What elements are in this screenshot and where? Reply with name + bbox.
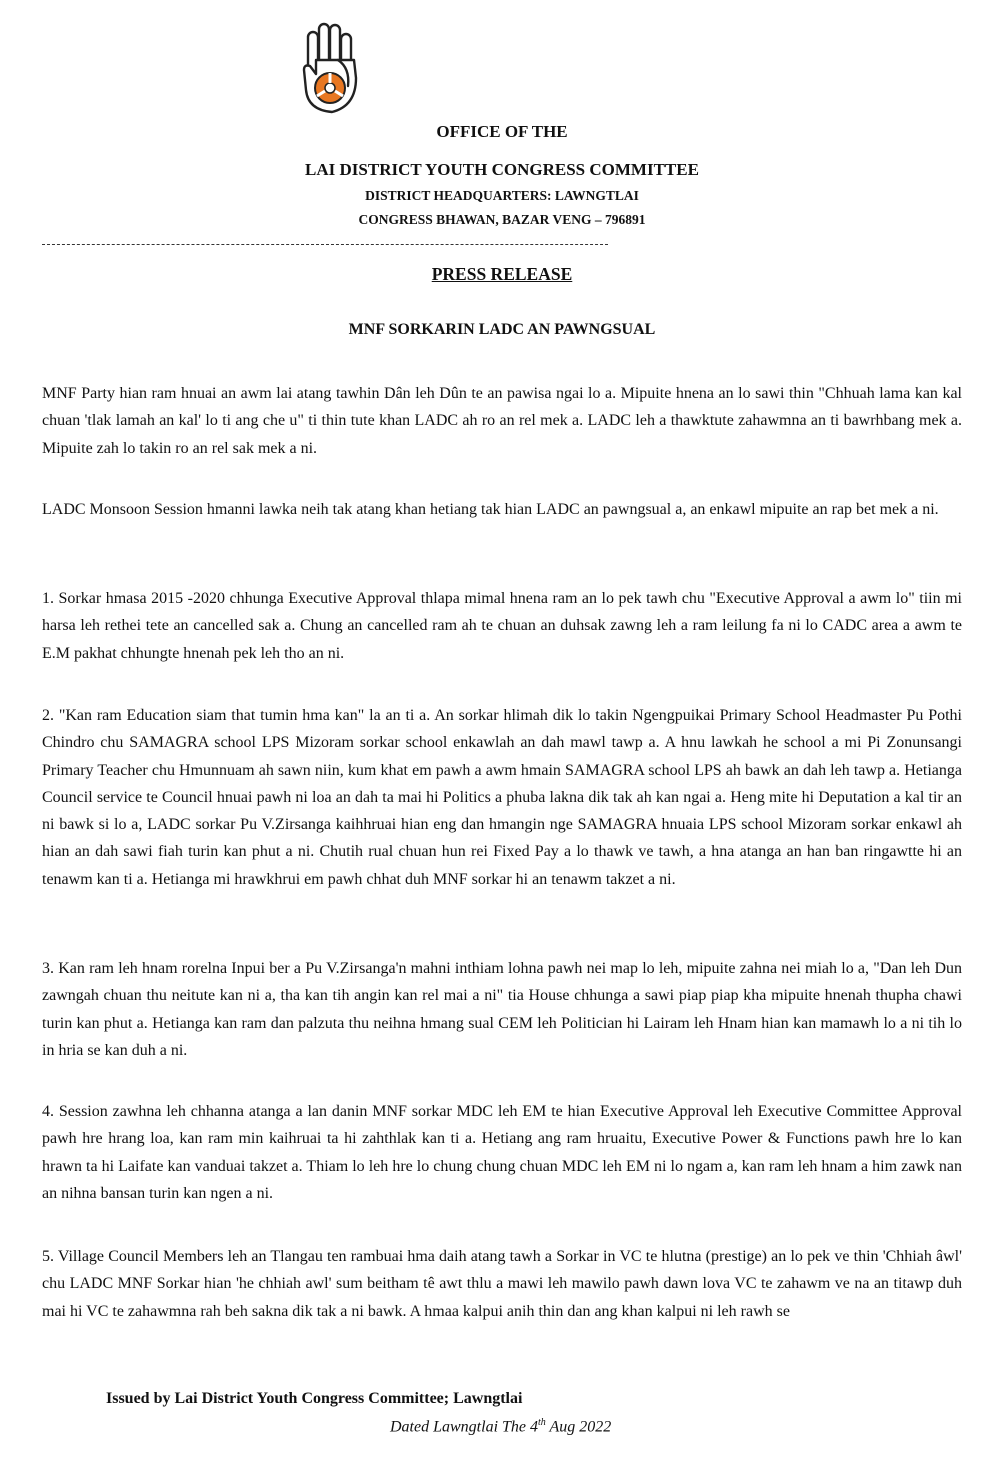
dated-suffix: Aug 2022 bbox=[545, 1418, 612, 1436]
paragraph-point-4: 4. Session zawhna leh chhanna atanga a lan danin MNF sorkar MDC leh EM te hian Executive Approval leh Executive Committee Approval pawh hre hrang loa, kan ram min kaihruai ta hi zahthlak kan ti a. Hetiang ang ram hruaitu, Executive Power & Functions pawh hre lo kan hrawn ta hi Laifate kan vanduai takzet a. Thiam lo leh hre lo chung chung chuan MDC leh EM ni lo ngam a, kan ram leh hnam a him zawk nan an nihna bansan turin kan ngen a ni. bbox=[42, 1103, 962, 1202]
paragraph-session: LADC Monsoon Session hmanni lawka neih tak atang khan hetiang tak hian LADC an pawngsual a, an enkawl mipuite an rap bet mek a ni. bbox=[42, 501, 939, 518]
committee-name: LAI DISTRICT YOUTH CONGRESS COMMITTEE bbox=[305, 160, 699, 179]
office-of-label: OFFICE OF THE bbox=[436, 122, 568, 141]
headquarters-line: DISTRICT HEADQUARTERS: LAWNGTLAI bbox=[365, 188, 639, 203]
press-release-title: PRESS RELEASE bbox=[431, 264, 573, 284]
dated-prefix: Dated Lawngtlai The 4 bbox=[390, 1418, 539, 1436]
paragraph-intro: MNF Party hian ram hnuai an awm lai atang tawhin Dân leh Dûn te an pawisa ngai lo a. Mipuite hnena an lo sawi thin "Chhuah lama kan kal chuan 'tlak lamah an kal' lo ti ang che u" ti thin tute khan LADC ah ro an rel mek a. LADC leh a thawktute zahawmna an ti bawrhbang mek a. Mipuite zah lo takin ro an rel sak mek a ni. bbox=[42, 385, 962, 457]
paragraph-point-1: 1. Sorkar hmasa 2015 -2020 chhunga Executive Approval thlapa mimal hnena ram an lo pek tawh chu "Executive Approval a awm lo" tiin mi harsa leh rethei tete an cancelled sak a. Chung an cancelled ram ah te chuan an duhsak zawng leh a ram leilung fa ni lo CADC area a awm te E.M pakhat chhungte hnenah pek leh tho an ni. bbox=[42, 590, 962, 662]
paragraph-point-2: 2. "Kan ram Education siam that tumin hma kan" la an ti a. An sorkar hlimah dik lo takin Ngengpuikai Primary School Headmaster Pu Pothi Chindro chu SAMAGRA school LPS Mizoram sorkar school enkawlah an dah mawl tawp a. A hnu lawkah he school a mi Pi Zonunsangi Primary Teacher chu Hmunnuam ah sawn niin, kum khat em pawh a awm hmain SAMAGRA school LPS ah bawk an dah leh tawp a. Hetianga Council service te Council hnuai pawh ni loa an dah ta mai hi Politics a phuba lakna dik tak ah kan ngai a. Heng mite hi Deputation a kal tir an ni bawk si lo a, LADC sorkar Pu V.Zirsanga kaihhruai hian eng dan hmangin nge SAMAGRA hnuaia LPS school Mizoram sorkar enkawl ah hian an dah sawi fiah turin kan phut a ni. Chutih rual chuan hun rei Fixed Pay a lo thawk ve tawh, a hna atanga an han ban ringawtte hi an tenawm kan ti a. Hetianga mi hrawkhrui em pawh chhat duh MNF sorkar hi an tenawm takzet a ni. bbox=[42, 707, 962, 888]
header-divider bbox=[42, 244, 608, 245]
congress-hand-icon bbox=[298, 20, 360, 116]
dated-line bbox=[390, 1417, 611, 1436]
subject-heading: MNF SORKARIN LADC AN PAWNGSUAL bbox=[348, 321, 656, 338]
dated-superscript: th bbox=[538, 1417, 546, 1428]
issued-by-line: Issued by Lai District Youth Congress Committee; Lawngtlai bbox=[106, 1390, 523, 1407]
paragraph-point-5: 5. Village Council Members leh an Tlangau ten rambuai hma daih atang tawh a Sorkar in VC te hlutna (prestige) an lo pek ve thin 'Chhiah âwl' chu LADC MNF Sorkar hian 'he chhiah awl' sum beitham tê awt thlu a mawi leh mawilo pawh dawn lova VC te zahawm ve na an titawp duh mai hi VC te zahawmna rah beh sakna dik tak a ni bawk. A hmaa kalpui anih thin dan ang khan kalpui ni leh rawh se bbox=[42, 1248, 962, 1320]
address-line: CONGRESS BHAWAN, BAZAR VENG – 796891 bbox=[358, 212, 646, 227]
paragraph-point-3: 3. Kan ram leh hnam rorelna Inpui ber a Pu V.Zirsanga'n mahni inthiam lohna pawh nei map lo leh, mipuite zahna nei miah lo a, "Dan leh Dun zawngah chuan thu neitute kan ni a, tha kan tih angin kan rel mai a ni" tia House chhunga a sawi piap piap kha mipuite hnenah thupha chawi turin kan phut a. Hetianga kan ram dan palzuta thu neihna hmang sual CEM leh Politician hi Lairam leh Hnam hian kan mamawh lo a ni tih lo in hria se kan duh a ni. bbox=[42, 960, 962, 1059]
